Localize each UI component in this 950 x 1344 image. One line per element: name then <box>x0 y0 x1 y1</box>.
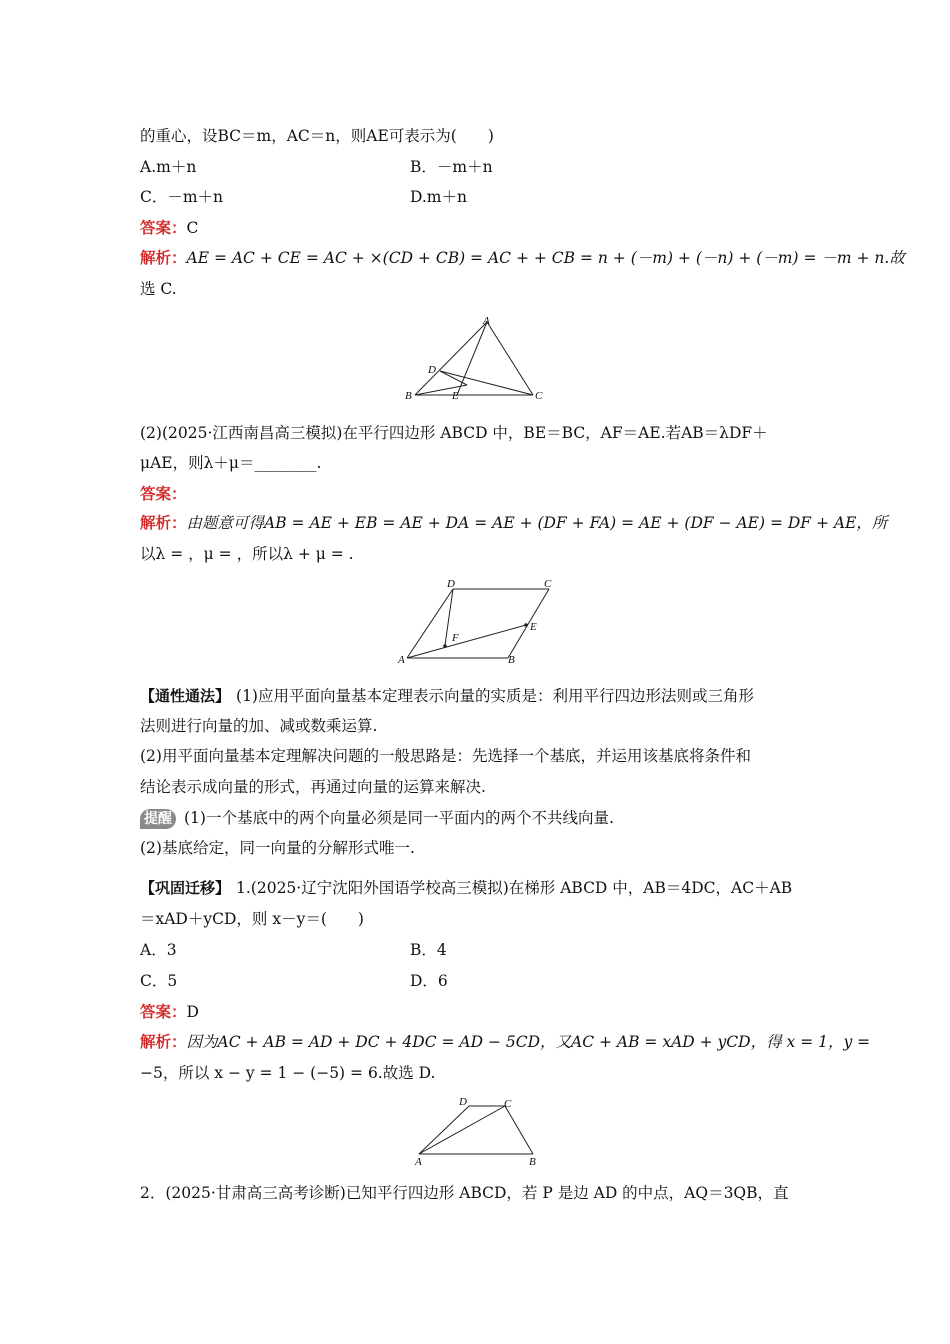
practice-q2-text: 2．(2025·甘肃高三高考诊断)已知平行四边形 ABCD，若 P 是边 AD 的中点，AQ＝3QB，直 <box>140 1184 789 1202</box>
option-a: A．3 <box>140 941 177 959</box>
fig2-label-d: D <box>447 578 455 590</box>
analysis-text: 由题意可得AB = AE + EB = AE + DA = AE + (DF + FA) = AE + (DF − AE) = DF + AE，所 <box>186 514 888 532</box>
option-d: D．6 <box>410 972 448 990</box>
analysis-text: AE = AC + CE = AC + ×(CD + CB) = AC + + CB = n + (－m) + (－n) + (－m) = －m + n.故 <box>186 249 905 267</box>
q2-analysis-2: 以λ = ，μ = ，所以λ + μ = . <box>140 545 354 563</box>
option-b: B．－m＋n <box>410 158 493 176</box>
q1-analysis-2: 选 C. <box>140 280 177 298</box>
fig1-label-c: C <box>535 390 543 402</box>
q1-analysis-1 <box>140 248 905 268</box>
triangle-figure <box>395 312 555 404</box>
fig1-label-d: D <box>428 364 436 376</box>
practice-q1-text-1: 1.(2025·辽宁沈阳外国语学校高三模拟)在梯形 ABCD 中，AB＝4DC，AC＋AB <box>236 879 793 897</box>
option-b: B．4 <box>410 941 447 959</box>
method-title: 【通性通法】 <box>140 688 231 705</box>
option-c: C．5 <box>140 972 178 990</box>
option-d: D.m＋n <box>410 188 467 206</box>
option-a: A.m＋n <box>140 158 197 176</box>
fig2-label-f: F <box>452 632 459 644</box>
reminder-text-1: (1)一个基底中的两个向量必须是同一平面内的两个不共线向量. <box>184 809 614 827</box>
option-c: C．－m＋n <box>140 188 224 206</box>
fig1-label-a: A <box>483 315 490 327</box>
answer-value: D <box>186 1003 199 1021</box>
fig2-label-a: A <box>398 654 405 666</box>
answer-value: C <box>186 219 199 237</box>
q2-analysis-1 <box>140 513 888 533</box>
fig2-label-e: E <box>530 621 537 633</box>
method-text-1: (1)应用平面向量基本定理表示向量的实质是：利用平行四边形法则或三角形 <box>236 687 754 705</box>
q1-options-row-1 <box>140 157 812 177</box>
fig1-label-b: B <box>405 390 412 402</box>
practice-analysis-2: −5，所以 x − y = 1 − (−5) = 6.故选 D. <box>140 1064 436 1082</box>
practice-analysis-1 <box>140 1032 871 1052</box>
reminder-line-2: (2)基底给定，同一向量的分解形式唯一. <box>140 839 415 857</box>
practice-options-row-2 <box>140 971 812 991</box>
fig2-label-c: C <box>544 578 552 590</box>
fig2-label-b: B <box>508 654 515 666</box>
practice-line-1 <box>140 878 812 899</box>
method-line-3: (2)用平面向量基本定理解决问题的一般思路是：先选择一个基底，并运用该基底将条件和 <box>140 747 751 765</box>
fig3-label-b: B <box>529 1156 536 1168</box>
analysis-label: 解析： <box>140 248 187 267</box>
analysis-label: 解析： <box>140 513 187 532</box>
practice-answer <box>140 1002 812 1022</box>
method-line-4: 结论表示成向量的形式，再通过向量的运算来解决. <box>140 778 486 796</box>
practice-title: 【巩固迁移】 <box>140 880 231 897</box>
fig3-label-a: A <box>415 1156 422 1168</box>
analysis-label: 解析： <box>140 1032 187 1051</box>
trapezoid-figure <box>405 1092 555 1170</box>
answer-label: 答案： <box>140 1002 187 1021</box>
q1-options-row-2 <box>140 187 812 207</box>
fig3-label-c: C <box>504 1098 512 1110</box>
method-line-2: 法则进行向量的加、减或数乘运算. <box>140 717 378 735</box>
analysis-text: 因为AC + AB = AD + DC + 4DC = AD − 5CD，又AC + AB = xAD + yCD，得 x = 1，y = <box>186 1033 871 1051</box>
q1-answer <box>140 218 812 238</box>
practice-options-row-1 <box>140 940 812 960</box>
parallelogram-figure <box>395 575 565 667</box>
method-line-1 <box>140 686 812 707</box>
answer-label: 答案： <box>140 218 187 237</box>
fig1-label-e: E <box>452 390 459 402</box>
q2-stem-1: (2)(2025·江西南昌高三模拟)在平行四边形 ABCD 中，BE＝BC，AF＝AE.若AB＝λDF＋ <box>140 424 768 442</box>
q2-answer <box>140 484 812 504</box>
reminder-line-1 <box>140 808 812 829</box>
q1-stem: 的重心，设BC＝m，AC＝n，则AE可表示为( ) <box>140 127 494 145</box>
reminder-badge: 提醒 <box>140 809 176 829</box>
answer-label: 答案： <box>140 484 187 503</box>
practice-q1-text-2: ＝xAD＋yCD，则 x－y＝( ) <box>140 910 364 928</box>
q2-stem-2: μAE，则λ＋μ＝________. <box>140 454 322 472</box>
fig3-label-d: D <box>459 1096 467 1108</box>
